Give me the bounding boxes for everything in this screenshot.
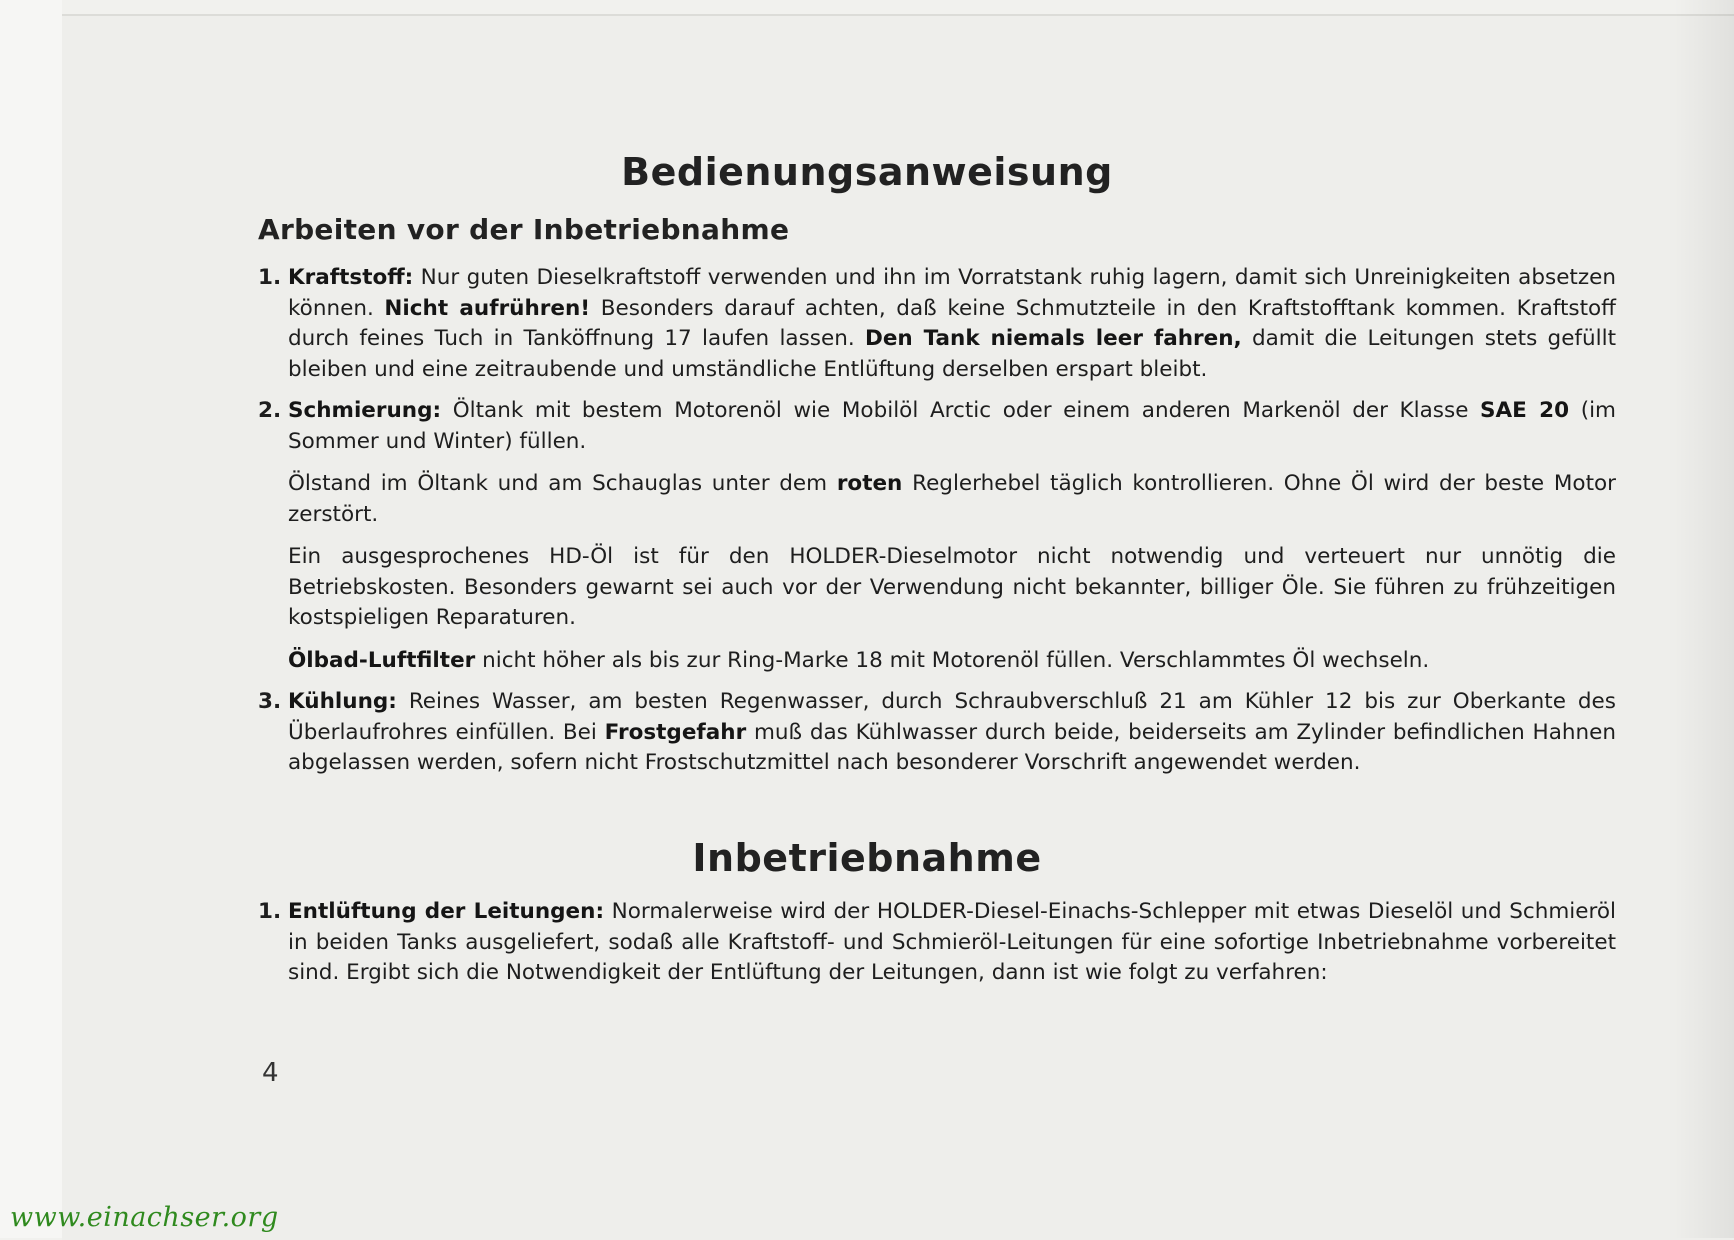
item-number: 2. — [258, 398, 282, 423]
list-item-fuel — [258, 263, 1616, 385]
item-text: Öltank mit bestem Motorenöl wie Mobilöl Arctic oder einem anderen Markenöl der Klasse — [441, 398, 1481, 423]
item-text: damit die Leitungen stets gefüllt bleiben und eine zeitraubende und umständliche Entlüftung derselben erspart bleibt. — [288, 326, 1616, 382]
section-preparation-body — [258, 263, 1616, 779]
item-label-venting: Entlüftung der Leitungen: — [288, 899, 605, 924]
page-title: Bedienungsanweisung — [621, 150, 1113, 194]
emphasis-text: Den Tank niemals leer fahren, — [864, 326, 1242, 351]
item-text: muß das Kühlwasser durch beide, beiderseits am Zylinder befindlichen Hahnen abgelassen werden, sofern nicht Frostschutzmittel nach besonderer Vorschrift angewendet werden. — [288, 719, 1617, 775]
emphasis-text: SAE 20 — [1480, 398, 1570, 423]
list-item-lubrication — [258, 396, 1616, 457]
emphasis-text: Nicht aufrühren! — [384, 295, 591, 321]
emphasis-text: roten — [836, 471, 903, 496]
item-text: Besonders darauf achten, daß keine Schmutzteile in den Kraftstofftank kommen. Kraftstoff durch feines Tuch in Tanköffnung 17 laufen lassen. — [288, 295, 1616, 351]
item-number: 1. — [258, 899, 282, 924]
section-commissioning-body — [258, 897, 1616, 989]
emphasis-text: Frostgefahr — [604, 719, 747, 745]
paragraph-text: nicht höher als bis zur Ring-Marke 18 mit Motorenöl füllen. Verschlammtes Öl wechseln. — [475, 647, 1430, 673]
item-number: 3. — [258, 689, 282, 714]
item-text: Reines Wasser, am besten Regenwasser, durch Schraubverschluß 21 am Kühler 12 bis zur Oberkante des Überlaufrohres einfüllen. Bei — [288, 689, 1616, 745]
paragraph-text: Reglerhebel täglich kontrollieren. Ohne Öl wird der beste Motor zerstört. — [288, 471, 1616, 527]
list-item-cooling — [258, 687, 1616, 779]
paragraph-text: Ölstand im Öltank und am Schauglas unter dem — [288, 471, 837, 496]
emphasis-text: Ölbad-Luftfilter — [288, 647, 476, 673]
paragraph-air-filter — [258, 646, 1616, 677]
page-number: 4 — [262, 1058, 279, 1088]
site-watermark: www.einachser.org — [10, 1202, 279, 1233]
item-number: 1. — [258, 265, 282, 290]
item-text: (im Sommer und Winter) füllen. — [288, 398, 1616, 454]
item-text: Normalerweise wird der HOLDER-Diesel-Einachs-Schlepper mit etwas Dieselöl und Schmieröl in beiden Tanks ausgeliefert, sodaß alle Kraftstoff- und Schmieröl-Leitungen für eine sofortige Inbetriebnahme vorbereitet sind. Ergibt sich die Notwendigkeit der Entlüftung der Leitungen, dann ist wie folgt zu verfahren: — [288, 899, 1616, 985]
item-label-cooling: Kühlung: — [288, 689, 397, 714]
section-heading-commissioning: Inbetriebnahme — [692, 836, 1042, 880]
item-text: Nur guten Dieselkraftstoff verwenden und ihn im Vorratstank ruhig lagern, damit sich Unreinigkeiten absetzen können. — [288, 265, 1616, 321]
item-label-lubrication: Schmierung: — [288, 398, 442, 423]
paragraph-oil-level — [258, 469, 1616, 530]
list-item-venting — [258, 897, 1616, 989]
item-label-fuel: Kraftstoff: — [288, 265, 414, 290]
paragraph-hd-oil: Ein ausgesprochenes HD-Öl ist für den HOLDER-Dieselmotor nicht notwendig und verteuert nur unnötig die Betriebskosten. Besonders gewarnt sei auch vor der Verwendung nicht bekannter, billiger Öle. Sie führen zu frühzeitigen kostspieligen Reparaturen. — [288, 544, 1616, 630]
section-heading-preparation: Arbeiten vor der Inbetriebnahme — [258, 213, 790, 246]
